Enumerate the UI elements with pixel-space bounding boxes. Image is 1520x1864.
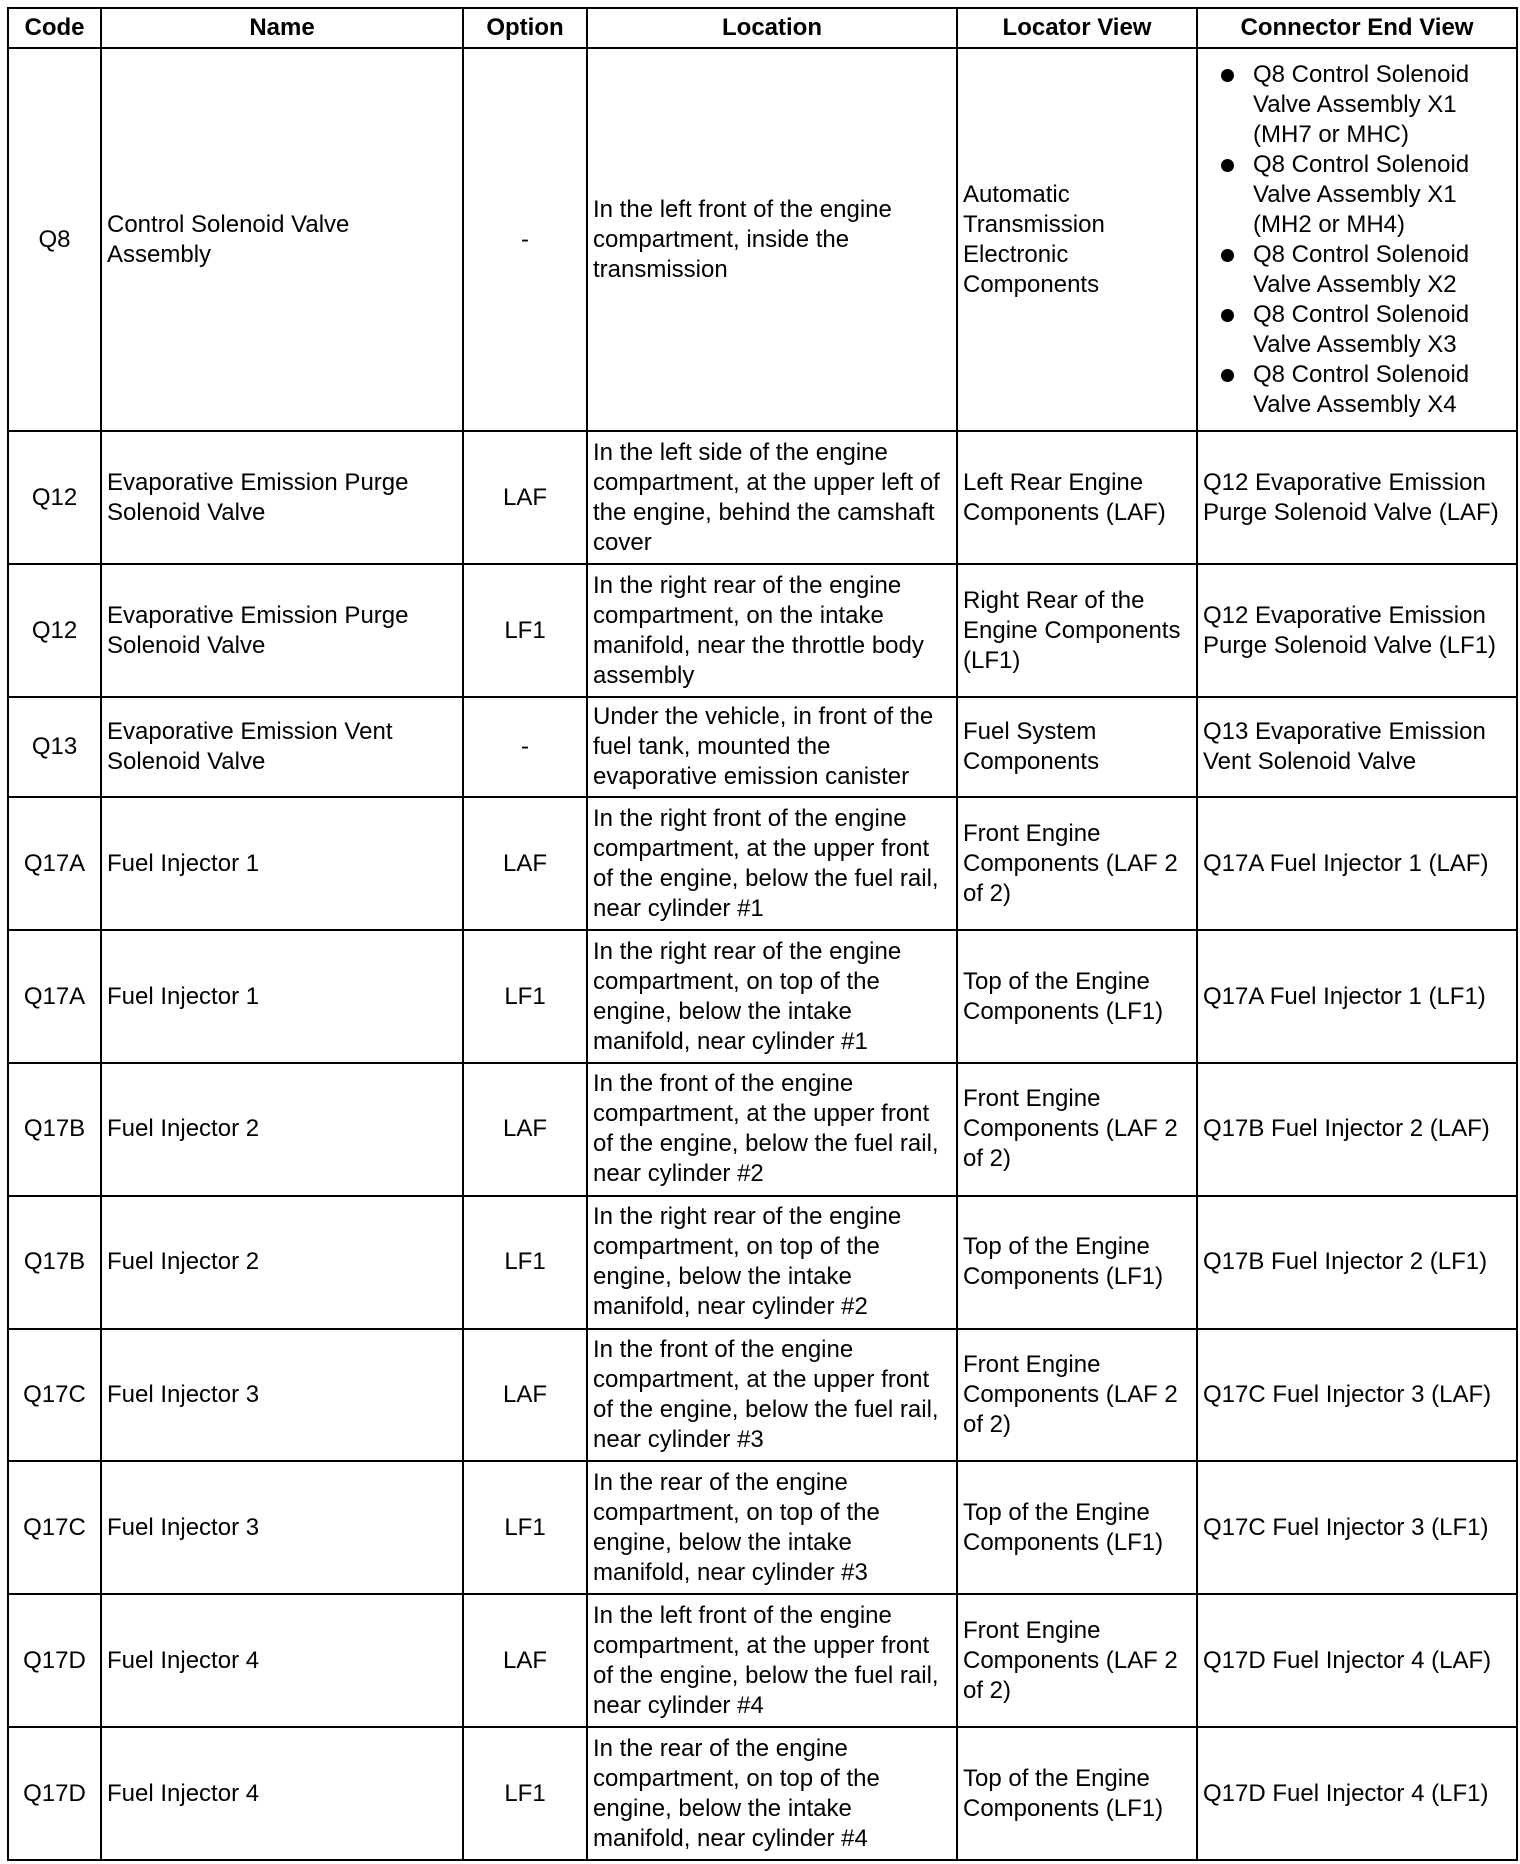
- cell-location: In the front of the engine compartment, at the upper front of the engine, below the fuel rail, near cylinder #2: [587, 1063, 957, 1196]
- list-item: Q8 Control Solenoid Valve Assembly X3: [1203, 300, 1511, 360]
- header-option: Option: [463, 8, 587, 48]
- cell-option: LF1: [463, 1461, 587, 1594]
- cell-code: Q17D: [8, 1594, 101, 1727]
- cell-option: LF1: [463, 1196, 587, 1329]
- table-row: [8, 1329, 1517, 1462]
- list-item: Q8 Control Solenoid Valve Assembly X1 (MH7 or MHC): [1203, 60, 1511, 150]
- cell-code: Q8: [8, 48, 101, 431]
- cell-option: LF1: [463, 564, 587, 697]
- cell-connector-end-view: [1197, 48, 1517, 431]
- cell-connector-end-view: Q17B Fuel Injector 2 (LF1): [1197, 1196, 1517, 1329]
- cell-option: LAF: [463, 1594, 587, 1727]
- cell-connector-end-view: Q17C Fuel Injector 3 (LF1): [1197, 1461, 1517, 1594]
- cell-name: Fuel Injector 4: [101, 1594, 463, 1727]
- cell-name: Evaporative Emission Purge Solenoid Valve: [101, 431, 463, 564]
- cell-code: Q17C: [8, 1461, 101, 1594]
- cell-code: Q12: [8, 564, 101, 697]
- cell-name: Evaporative Emission Vent Solenoid Valve: [101, 697, 463, 797]
- table-row: [8, 564, 1517, 697]
- cell-connector-end-view: Q17D Fuel Injector 4 (LF1): [1197, 1727, 1517, 1860]
- cell-option: -: [463, 697, 587, 797]
- cell-location: In the right rear of the engine compartment, on top of the engine, below the intake manifold, near cylinder #1: [587, 930, 957, 1063]
- table-row: [8, 697, 1517, 797]
- cell-connector-end-view: Q12 Evaporative Emission Purge Solenoid Valve (LAF): [1197, 431, 1517, 564]
- cell-code: Q17A: [8, 797, 101, 930]
- cell-locator-view: Right Rear of the Engine Components (LF1): [957, 564, 1197, 697]
- header-locator-view: Locator View: [957, 8, 1197, 48]
- cell-connector-end-view: Q17C Fuel Injector 3 (LAF): [1197, 1329, 1517, 1462]
- table-row: [8, 930, 1517, 1063]
- cell-option: LAF: [463, 797, 587, 930]
- cell-name: Fuel Injector 3: [101, 1461, 463, 1594]
- header-connector-end-view: Connector End View: [1197, 8, 1517, 48]
- cell-locator-view: Left Rear Engine Components (LAF): [957, 431, 1197, 564]
- cell-connector-end-view: Q12 Evaporative Emission Purge Solenoid Valve (LF1): [1197, 564, 1517, 697]
- cell-connector-end-view: Q13 Evaporative Emission Vent Solenoid Valve: [1197, 697, 1517, 797]
- cell-connector-end-view: Q17D Fuel Injector 4 (LAF): [1197, 1594, 1517, 1727]
- cell-code: Q13: [8, 697, 101, 797]
- cell-location: In the right rear of the engine compartment, on top of the engine, below the intake manifold, near cylinder #2: [587, 1196, 957, 1329]
- list-item: Q8 Control Solenoid Valve Assembly X2: [1203, 240, 1511, 300]
- cell-name: Fuel Injector 4: [101, 1727, 463, 1860]
- cell-connector-end-view: Q17A Fuel Injector 1 (LF1): [1197, 930, 1517, 1063]
- table-row: [8, 431, 1517, 564]
- header-code: Code: [8, 8, 101, 48]
- cell-locator-view: Front Engine Components (LAF 2 of 2): [957, 1063, 1197, 1196]
- header-row: [8, 8, 1517, 48]
- cell-code: Q17B: [8, 1063, 101, 1196]
- cell-connector-end-view: Q17B Fuel Injector 2 (LAF): [1197, 1063, 1517, 1196]
- list-item: Q8 Control Solenoid Valve Assembly X4: [1203, 360, 1511, 420]
- cell-option: LAF: [463, 1329, 587, 1462]
- cell-option: LF1: [463, 930, 587, 1063]
- cell-name: Fuel Injector 1: [101, 930, 463, 1063]
- table-row: [8, 1461, 1517, 1594]
- cell-location: In the front of the engine compartment, at the upper front of the engine, below the fuel rail, near cylinder #3: [587, 1329, 957, 1462]
- cell-name: Fuel Injector 1: [101, 797, 463, 930]
- cell-locator-view: Top of the Engine Components (LF1): [957, 1727, 1197, 1860]
- cell-location: In the rear of the engine compartment, on top of the engine, below the intake manifold, near cylinder #3: [587, 1461, 957, 1594]
- cell-locator-view: Front Engine Components (LAF 2 of 2): [957, 1329, 1197, 1462]
- cell-name: Fuel Injector 3: [101, 1329, 463, 1462]
- component-locator-table: [7, 7, 1518, 1861]
- cell-locator-view: Automatic Transmission Electronic Components: [957, 48, 1197, 431]
- cell-option: LAF: [463, 431, 587, 564]
- table-row: [8, 1063, 1517, 1196]
- table-row: [8, 48, 1517, 431]
- cell-code: Q17C: [8, 1329, 101, 1462]
- cell-locator-view: Top of the Engine Components (LF1): [957, 1461, 1197, 1594]
- table-row: [8, 797, 1517, 930]
- cell-name: Fuel Injector 2: [101, 1063, 463, 1196]
- cell-location: In the left side of the engine compartment, at the upper left of the engine, behind the camshaft cover: [587, 431, 957, 564]
- cell-locator-view: Top of the Engine Components (LF1): [957, 930, 1197, 1063]
- table-row: [8, 1727, 1517, 1860]
- cell-locator-view: Fuel System Components: [957, 697, 1197, 797]
- table-row: [8, 1196, 1517, 1329]
- cell-name: Fuel Injector 2: [101, 1196, 463, 1329]
- cell-location: In the right rear of the engine compartment, on the intake manifold, near the throttle body assembly: [587, 564, 957, 697]
- cell-locator-view: Top of the Engine Components (LF1): [957, 1196, 1197, 1329]
- list-item: Q8 Control Solenoid Valve Assembly X1 (MH2 or MH4): [1203, 150, 1511, 240]
- cell-name: Evaporative Emission Purge Solenoid Valve: [101, 564, 463, 697]
- connector-list: [1203, 60, 1511, 420]
- cell-location: In the rear of the engine compartment, on top of the engine, below the intake manifold, near cylinder #4: [587, 1727, 957, 1860]
- cell-code: Q17B: [8, 1196, 101, 1329]
- cell-locator-view: Front Engine Components (LAF 2 of 2): [957, 1594, 1197, 1727]
- cell-option: -: [463, 48, 587, 431]
- cell-location: In the left front of the engine compartment, at the upper front of the engine, below the fuel rail, near cylinder #4: [587, 1594, 957, 1727]
- cell-locator-view: Front Engine Components (LAF 2 of 2): [957, 797, 1197, 930]
- cell-option: LF1: [463, 1727, 587, 1860]
- table-row: [8, 1594, 1517, 1727]
- cell-location: In the left front of the engine compartment, inside the transmission: [587, 48, 957, 431]
- cell-location: Under the vehicle, in front of the fuel tank, mounted the evaporative emission canister: [587, 697, 957, 797]
- cell-code: Q12: [8, 431, 101, 564]
- cell-name: Control Solenoid Valve Assembly: [101, 48, 463, 431]
- cell-code: Q17D: [8, 1727, 101, 1860]
- header-location: Location: [587, 8, 957, 48]
- cell-location: In the right front of the engine compartment, at the upper front of the engine, below the fuel rail, near cylinder #1: [587, 797, 957, 930]
- header-name: Name: [101, 8, 463, 48]
- cell-option: LAF: [463, 1063, 587, 1196]
- cell-code: Q17A: [8, 930, 101, 1063]
- cell-connector-end-view: Q17A Fuel Injector 1 (LAF): [1197, 797, 1517, 930]
